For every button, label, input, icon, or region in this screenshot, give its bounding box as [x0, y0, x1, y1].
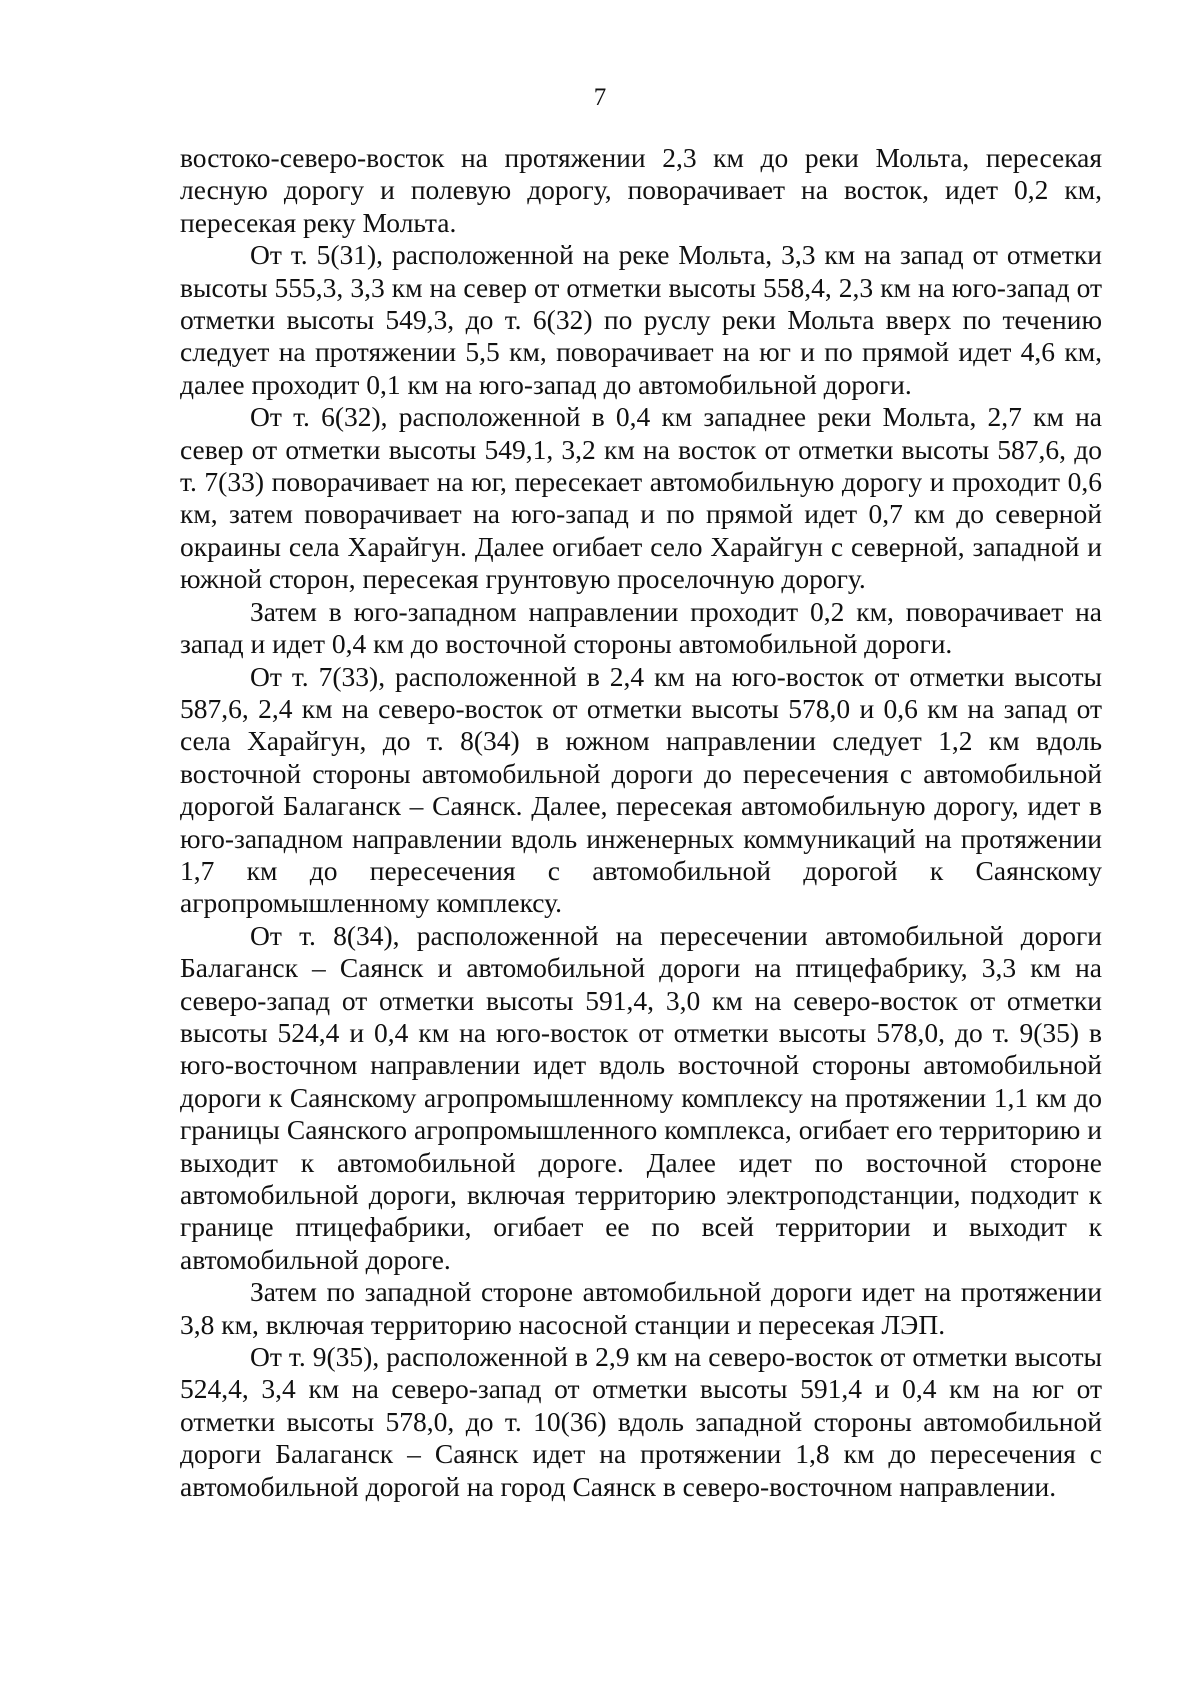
paragraph-southwest-turn: Затем в юго-западном направлении проходит 0,2 км, поворачивает на запад и идет 0,4 км до восточной стороны автомобильной дороги. — [180, 595, 1102, 660]
paragraph-point-7-33: От т. 7(33), расположенной в 2,4 км на юго-восток от отметки высоты 587,6, 2,4 км на северо-восток от отметки высоты 578,0 и 0,6 км на запад от села Харайгун, до т. 8(34) в южном направлении следует 1,2 км вдоль восточной стороны автомобильной дороги до пересечения с автомобильной дорогой Балаганск – Саянск. Далее, пересекая автомобильную дорогу, идет в юго-западном направлении вдоль инженерных коммуникаций на протяжении 1,7 км до пересечения с автомобильной дорогой к Саянскому агропромышленному комплексу. — [180, 660, 1102, 919]
paragraph-west-side-road: Затем по западной стороне автомобильной дороги идет на протяжении 3,8 км, включая территорию насосной станции и пересекая ЛЭП. — [180, 1276, 1102, 1340]
body-text — [180, 142, 1102, 1503]
paragraph-continuation: востоко-северо-восток на протяжении 2,3 км до реки Мольта, пересекая лесную дорогу и полевую дорогу, поворачивает на восток, идет 0,2 км, пересекая реку Мольта. — [180, 142, 1102, 238]
page-number: 7 — [593, 84, 607, 111]
paragraph-point-6-32: От т. 6(32), расположенной в 0,4 км западнее реки Мольта, 2,7 км на север от отметки высоты 549,1, 3,2 км на восток от отметки высоты 587,6, до т. 7(33) поворачивает на юг, пересекает автомобильную дорогу и проходит 0,6 км, затем поворачивает на юго-запад и по прямой идет 0,7 км до северной окраины села Харайгун. Далее огибает село Харайгун с северной, западной и южной сторон, пересекая грунтовую проселочную дорогу. — [180, 401, 1102, 595]
paragraph-point-9-35: От т. 9(35), расположенной в 2,9 км на северо-восток от отметки высоты 524,4, 3,4 км на северо-запад от отметки высоты 591,4 и 0,4 км на юг от отметки высоты 578,0, до т. 10(36) вдоль западной стороны автомобильной дороги Балаганск – Саянск идет на протяжении 1,8 км до пересечения с автомобильной дорогой на город Саянск в северо-восточном направлении. — [180, 1341, 1102, 1502]
paragraph-point-5-31: От т. 5(31), расположенной на реке Мольта, 3,3 км на запад от отметки высоты 555,3, 3,3 км на север от отметки высоты 558,4, 2,3 км на юго-запад от отметки высоты 549,3, до т. 6(32) по руслу реки Мольта вверх по течению следует на протяжении 5,5 км, поворачивает на юг и по прямой идет 4,6 км, далее проходит 0,1 км на юго-запад до автомобильной дороги. — [180, 239, 1102, 400]
paragraph-point-8-34: От т. 8(34), расположенной на пересечении автомобильной дороги Балаганск – Саянск и автомобильной дороги на птицефабрику, 3,3 км на северо-запад от отметки высоты 591,4, 3,0 км на северо-восток от отметки высоты 524,4 и 0,4 км на юго-восток от отметки высоты 578,0, до т. 9(35) в юго-восточном направлении идет вдоль восточной стороны автомобильной дороги к Саянскому агропромышленному комплексу на протяжении 1,1 км до границы Саянского агропромышленного комплекса, огибает его территорию и выходит к автомобильной дороге. Далее идет по восточной стороне автомобильной дороги, включая территорию электроподстанции, подходит к границе птицефабрики, огибает ее по всей территории и выходит к автомобильной дороге. — [180, 919, 1102, 1275]
